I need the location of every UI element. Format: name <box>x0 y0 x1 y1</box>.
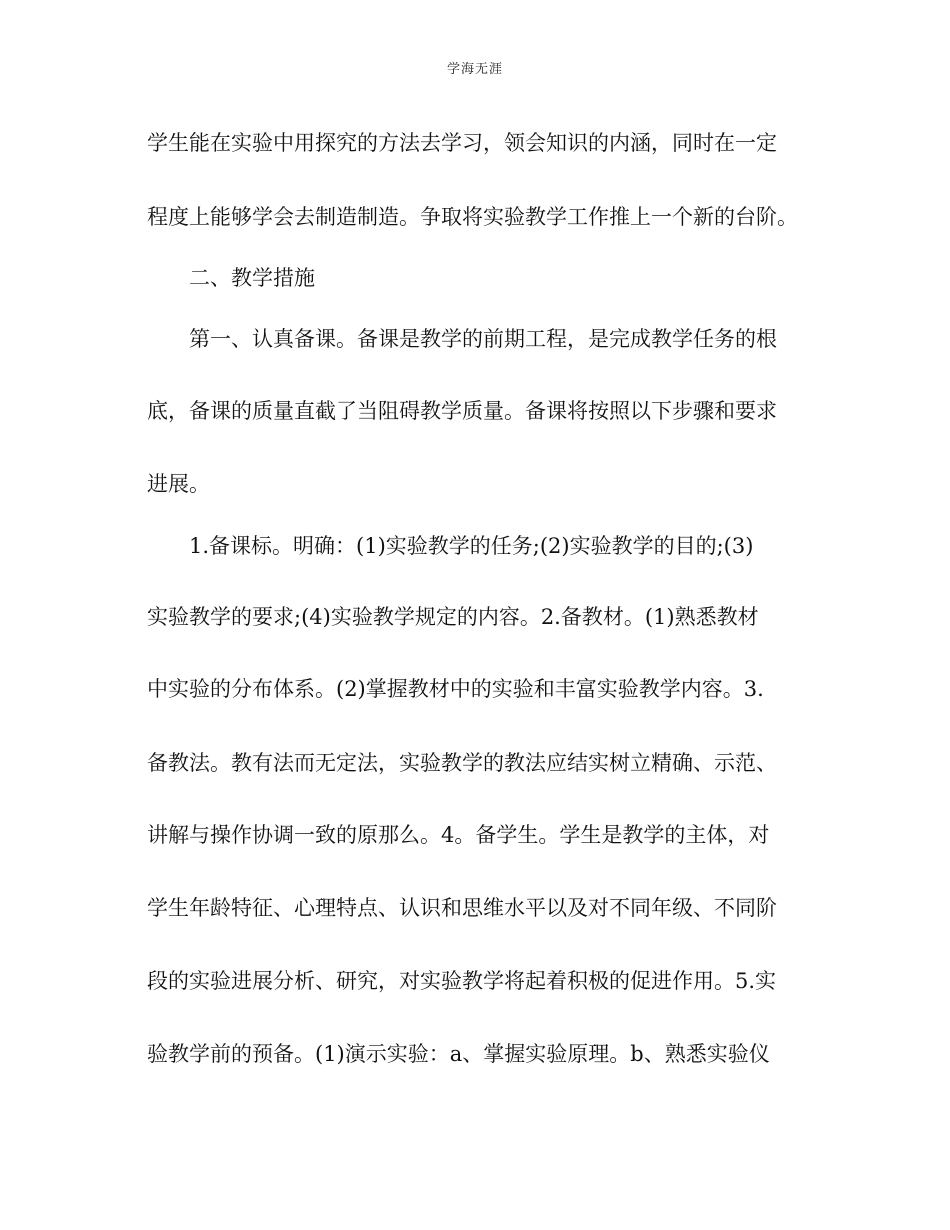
body-line-text: 验教学前的预备。(1)演示实验：a、掌握实验原理。b、熟悉实验仪 <box>147 1042 770 1066</box>
page-header: 学海无涯 <box>446 62 503 77</box>
body-line <box>0 131 950 155</box>
body-line-text: 底，备课的质量直截了当阻碍教学质量。备课将按照以下步骤和要求 <box>147 399 777 423</box>
body-line <box>0 205 950 229</box>
section-heading-text: 二、教学措施 <box>189 266 315 290</box>
body-line-text: 中实验的分布体系。(2)掌握教材中的实验和丰富实验教学内容。3. <box>147 677 764 701</box>
body-line-text: 学生能在实验中用探究的方法去学习，领会知识的内涵，同时在一定 <box>147 131 777 155</box>
body-line-text: 程度上能够学会去制造制造。争取将实验教学工作推上一个新的台阶。 <box>147 205 798 229</box>
body-line <box>0 677 950 701</box>
body-line <box>0 823 950 847</box>
body-line-text: 1.备课标。明确：(1)实验教学的任务;(2)实验教学的目的;(3) <box>189 534 754 558</box>
body-line <box>0 896 950 920</box>
body-line <box>0 751 950 775</box>
body-line <box>0 1042 950 1066</box>
section-heading <box>0 266 950 290</box>
body-line <box>0 605 950 629</box>
body-line <box>0 472 950 496</box>
body-line-text: 第一、认真备课。备课是教学的前期工程，是完成教学任务的根 <box>189 327 777 351</box>
body-line-text: 段的实验进展分析、研究，对实验教学将起着积极的促进作用。5.实 <box>147 969 777 993</box>
body-line-text: 学生年龄特征、心理特点、认识和思维水平以及对不同年级、不同阶 <box>147 896 777 920</box>
body-line <box>0 534 950 558</box>
body-line <box>0 399 950 423</box>
body-line-text: 进展。 <box>147 472 210 496</box>
body-line-text: 实验教学的要求;(4)实验教学规定的内容。2.备教材。(1)熟悉教材 <box>147 605 759 629</box>
body-line-text: 备教法。教有法而无定法，实验教学的教法应结实树立精确、示范、 <box>147 751 777 775</box>
body-line <box>0 969 950 993</box>
body-line-text: 讲解与操作协调一致的原那么。4。备学生。学生是教学的主体，对 <box>147 823 770 847</box>
body-line <box>0 327 950 351</box>
